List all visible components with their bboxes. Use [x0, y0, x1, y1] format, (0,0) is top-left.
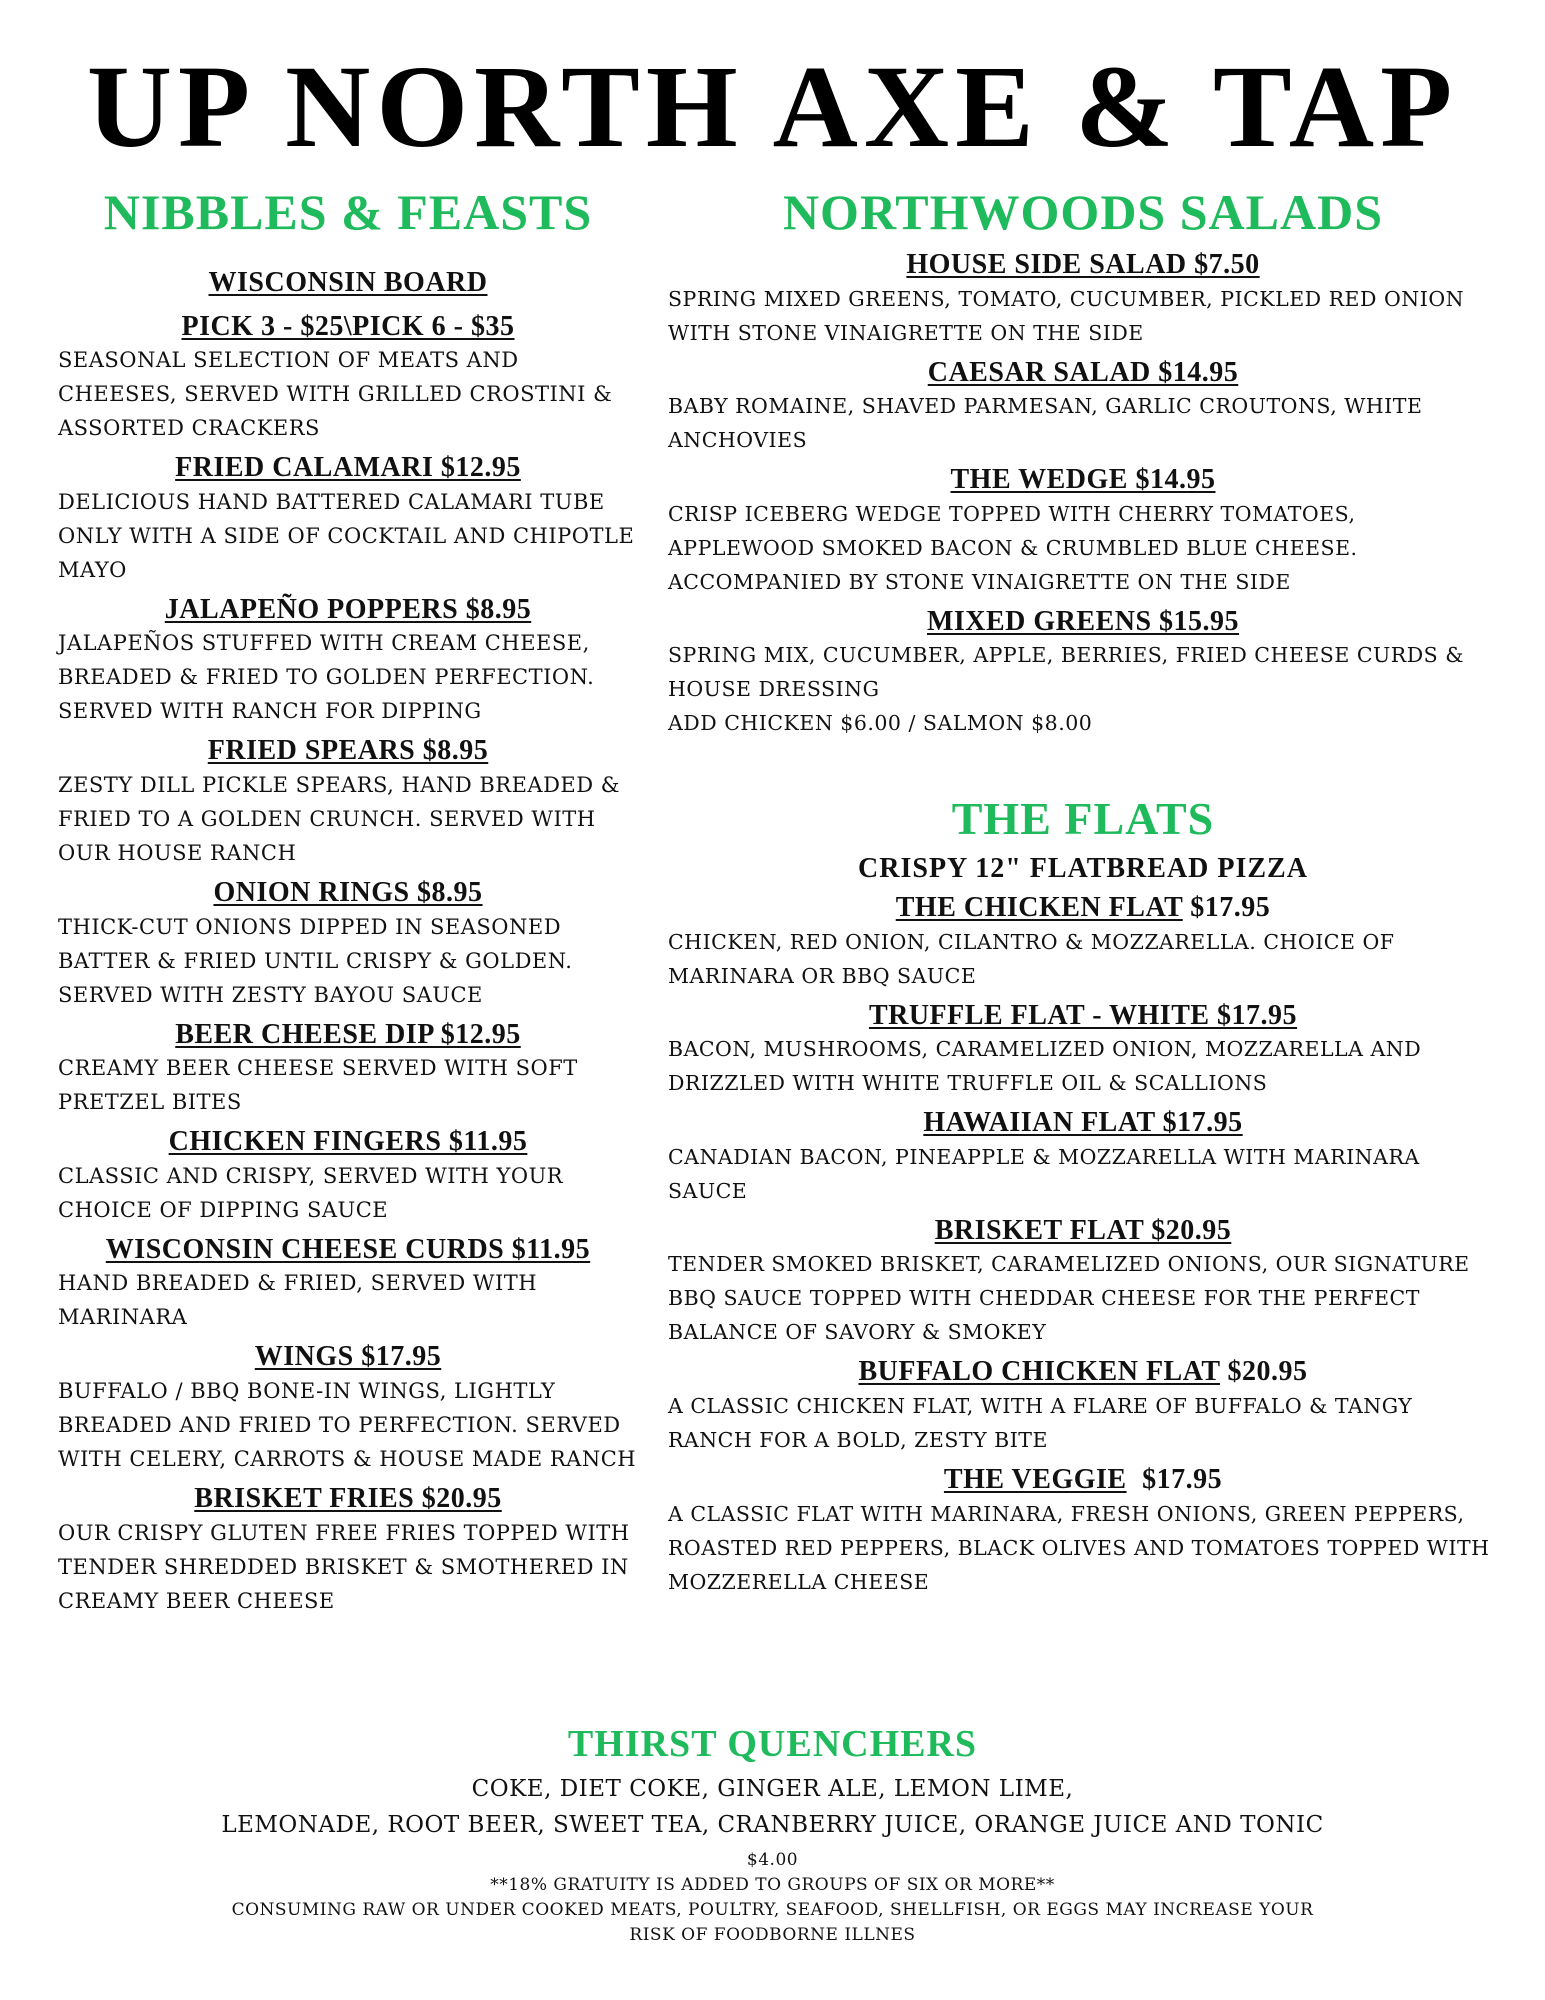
menu-item-desc: SPRING MIX, CUCUMBER, APPLE, BERRIES, FRIED CHEESE CURDS & HOUSE DRESSING	[668, 643, 1464, 702]
gratuity-note: **18% GRATUITY IS ADDED TO GROUPS OF SIX OR MORE**	[490, 1875, 1055, 1895]
menu-item-title: WISCONSIN BOARD	[208, 267, 488, 298]
menu-item-desc: OUR CRISPY GLUTEN FREE FRIES TOPPED WITH TENDER SHREDDED BRISKET & SMOTHERED IN CREAMY BEER CHEESE	[58, 1520, 630, 1613]
menu-item-desc: CLASSIC AND CRISPY, SERVED WITH YOUR CHOICE OF DIPPING SAUCE	[58, 1163, 564, 1222]
menu-item-title	[668, 1355, 1498, 1389]
menu-item-desc: CREAMY BEER CHEESE SERVED WITH SOFT PRETZEL BITES	[58, 1056, 578, 1115]
menu-item-title: HAWAIIAN FLAT $17.95	[923, 1107, 1243, 1139]
salad-addon: ADD CHICKEN $6.00 / SALMON $8.00	[668, 711, 1093, 736]
menu-item-desc: HAND BREADED & FRIED, SERVED WITH MARINARA	[58, 1271, 538, 1330]
menu-item-title: FRIED CALAMARI $12.95	[175, 452, 521, 484]
food-warning-line-2: RISK OF FOODBORNE ILLNES	[629, 1925, 916, 1945]
menu-item-title: WINGS $17.95	[254, 1341, 442, 1373]
menu-item-title: BEER CHEESE DIP $12.95	[175, 1018, 521, 1050]
drinks-line-1: COKE, DIET COKE, GINGER ALE, LEMON LIME,	[471, 1776, 1074, 1802]
menu-item-title: THE WEDGE $14.95	[950, 464, 1216, 496]
nibbles-column	[58, 185, 638, 1618]
flats-section-title: THE FLATS	[951, 793, 1215, 845]
menu-item-desc: SEASONAL SELECTION OF MEATS AND CHEESES, SERVED WITH GRILLED CROSTINI & ASSORTED CRACKERS	[58, 348, 613, 441]
drinks-section-title: THIRST QUENCHERS	[567, 1723, 978, 1765]
menu-item-title: BRISKET FRIES $20.95	[194, 1482, 502, 1514]
menu-item-title: CHICKEN FINGERS $11.95	[168, 1126, 528, 1158]
menu-item-name: THE VEGGIE	[943, 1463, 1127, 1495]
menu-item-desc: A CLASSIC CHICKEN FLAT, WITH A FLARE OF BUFFALO & TANGY RANCH FOR A BOLD, ZESTY BITE	[668, 1393, 1413, 1452]
menu-item-desc: DELICIOUS HAND BATTERED CALAMARI TUBE ONLY WITH A SIDE OF COCKTAIL AND CHIPOTLE MAYO	[58, 489, 635, 582]
menu-item-desc: BABY ROMAINE, SHAVED PARMESAN, GARLIC CROUTONS, WHITE ANCHOVIES	[668, 394, 1423, 453]
menu-item-desc: CRISP ICEBERG WEDGE TOPPED WITH CHERRY TOMATOES, APPLEWOOD SMOKED BACON & CRUMBLED BLUE CHEESE. ACCOMPANIED BY STONE VINAIGRETTE ON THE SIDE	[668, 501, 1358, 594]
salads-flats-column	[668, 185, 1498, 1599]
menu-item-name: THE CHICKEN FLAT	[895, 891, 1183, 923]
menu-item-desc: BUFFALO / BBQ BONE-IN WINGS, LIGHTLY BREADED AND FRIED TO PERFECTION. SERVED WITH CELERY, CARROTS & HOUSE MADE RANCH	[58, 1378, 637, 1471]
menu-item-desc: SPRING MIXED GREENS, TOMATO, CUCUMBER, PICKLED RED ONION WITH STONE VINAIGRETTE ON THE SIDE	[668, 286, 1465, 345]
menu-item-desc: CHICKEN, RED ONION, CILANTRO & MOZZARELLA. CHOICE OF MARINARA OR BBQ SAUCE	[668, 929, 1395, 988]
menu-item-title: HOUSE SIDE SALAD $7.50	[906, 249, 1260, 280]
menu-item-title: FRIED SPEARS $8.95	[207, 735, 489, 767]
menu-item-desc: THICK-CUT ONIONS DIPPED IN SEASONED BATTER & FRIED UNTIL CRISPY & GOLDEN. SERVED WITH ZESTY BAYOU SAUCE	[58, 914, 573, 1007]
menu-item-price: $17.95	[1142, 1463, 1223, 1495]
menu-item-price: $17.95	[1190, 891, 1271, 923]
menu-item-desc: JALAPEÑOS STUFFED WITH CREAM CHEESE, BREADED & FRIED TO GOLDEN PERFECTION. SERVED WITH RANCH FOR DIPPING	[58, 631, 595, 724]
menu-item-title	[668, 891, 1498, 925]
menu-item-title: MIXED GREENS $15.95	[926, 605, 1240, 637]
menu-item-price: PICK 3 - $25\PICK 6 - $35	[181, 310, 515, 342]
menu-item-name: BUFFALO CHICKEN FLAT	[858, 1356, 1221, 1388]
menu-item-title	[668, 1463, 1498, 1497]
menu-item-title: JALAPEÑO POPPERS $8.95	[164, 593, 532, 625]
menu-item-title: CAESAR SALAD $14.95	[927, 356, 1239, 388]
menu-item-price: $20.95	[1227, 1356, 1308, 1388]
drinks-price: $4.00	[746, 1850, 799, 1870]
menu-item-title: WISCONSIN CHEESE CURDS $11.95	[105, 1233, 591, 1265]
nibbles-section-title: NIBBLES & FEASTS	[103, 184, 593, 240]
menu-item-title: BRISKET FLAT $20.95	[934, 1214, 1232, 1246]
restaurant-title: UP NORTH AXE & TAP	[86, 41, 1459, 172]
menu-item-desc: ZESTY DILL PICKLE SPEARS, HAND BREADED & FRIED TO A GOLDEN CRUNCH. SERVED WITH OUR HOUSE RANCH	[58, 772, 620, 865]
drinks-line-2: LEMONADE, ROOT BEER, SWEET TEA, CRANBERRY JUICE, ORANGE JUICE AND TONIC	[221, 1812, 1324, 1838]
food-warning-line-1: CONSUMING RAW OR UNDER COOKED MEATS, POULTRY, SEAFOOD, SHELLFISH, OR EGGS MAY INCREASE YOUR	[231, 1900, 1314, 1920]
menu-item-title: ONION RINGS $8.95	[213, 876, 483, 908]
flats-subtitle: CRISPY 12" FLATBREAD PIZZA	[858, 852, 1308, 884]
menu-item-desc: A CLASSIC FLAT WITH MARINARA, FRESH ONIONS, GREEN PEPPERS, ROASTED RED PEPPERS, BLACK OLIVES AND TOMATOES TOPPED WITH MOZZERELLA CHEESE	[668, 1501, 1490, 1594]
menu-item-title: TRUFFLE FLAT - WHITE $17.95	[868, 999, 1298, 1031]
menu-item-desc: BACON, MUSHROOMS, CARAMELIZED ONION, MOZZARELLA AND DRIZZLED WITH WHITE TRUFFLE OIL & SCALLIONS	[668, 1037, 1422, 1096]
menu-item-desc: CANADIAN BACON, PINEAPPLE & MOZZARELLA WITH MARINARA SAUCE	[668, 1144, 1420, 1203]
salads-section-title: NORTHWOODS SALADS	[782, 184, 1384, 240]
menu-item-desc: TENDER SMOKED BRISKET, CARAMELIZED ONIONS, OUR SIGNATURE BBQ SAUCE TOPPED WITH CHEDDAR CHEESE FOR THE PERFECT BALANCE OF SAVORY & SMOKEY	[668, 1252, 1470, 1345]
